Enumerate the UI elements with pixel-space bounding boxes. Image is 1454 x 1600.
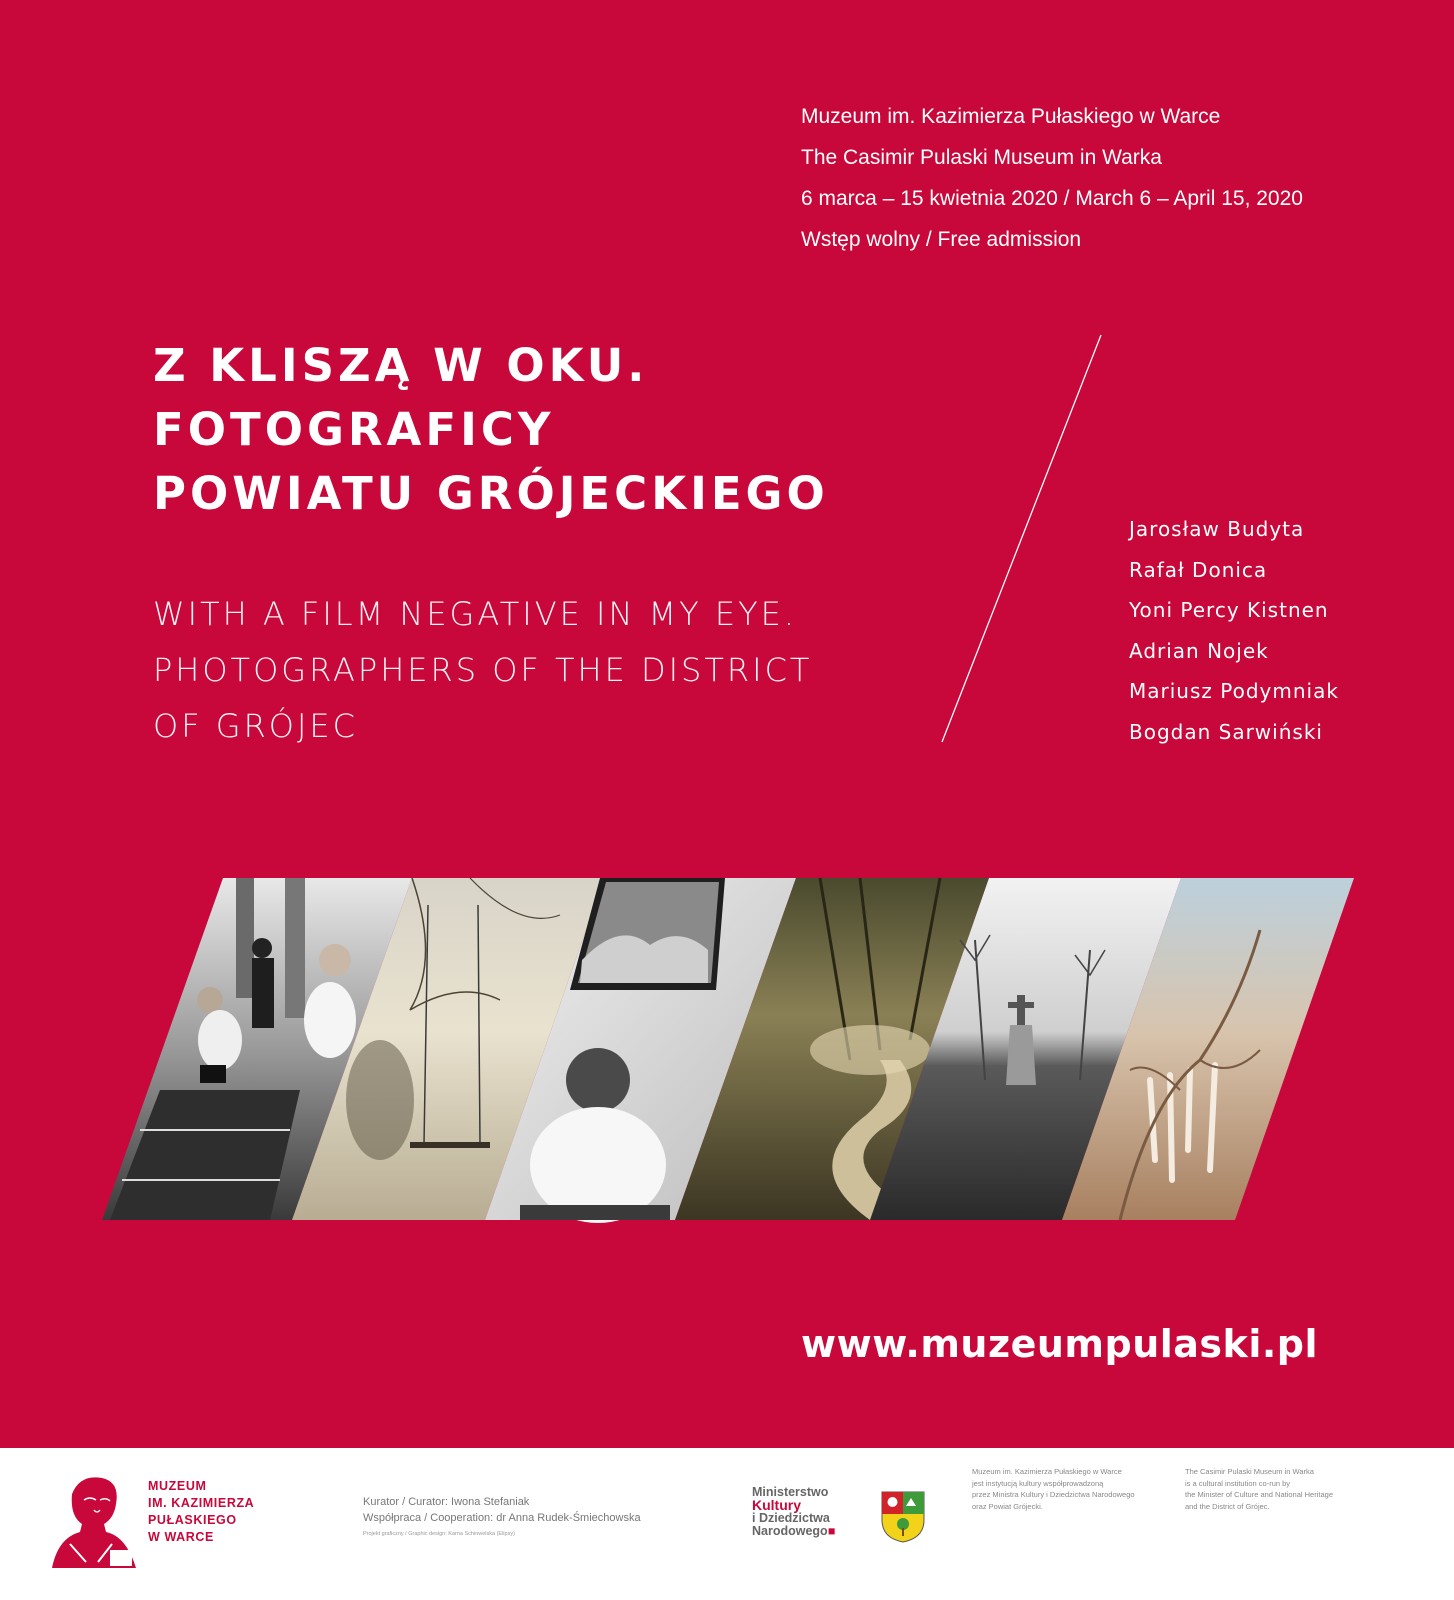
institution-line: and the District of Grójec. bbox=[1185, 1501, 1270, 1511]
ministry-line: i Dziedzictwa bbox=[752, 1511, 830, 1525]
title-line-3: POWIATU GRÓJECKIEGO bbox=[153, 467, 829, 520]
institution-line: jest instytucją kultury współprowadzoną bbox=[972, 1478, 1104, 1488]
ministry-dot-icon: ■ bbox=[827, 1524, 836, 1538]
logo-line: MUZEUM bbox=[148, 1479, 207, 1493]
institution-line: The Casimir Pulaski Museum in Warka bbox=[1185, 1467, 1314, 1476]
photographer-name: Yoni Percy Kistnen bbox=[1129, 598, 1329, 622]
logo-line: W WARCE bbox=[148, 1530, 214, 1544]
website-url[interactable]: www.muzeumpulaski.pl bbox=[801, 1322, 1319, 1366]
credits bbox=[363, 1494, 641, 1539]
ministry-logo bbox=[752, 1486, 835, 1538]
photographer-name: Mariusz Podymniak bbox=[1129, 679, 1339, 703]
subtitle-line-2: PHOTOGRAPHERS OF THE DISTRICT bbox=[153, 651, 813, 689]
institution-line: is a cultural institution co-run by bbox=[1185, 1478, 1291, 1488]
admission-info: Wstęp wolny / Free admission bbox=[801, 228, 1082, 251]
district-crest-icon bbox=[880, 1490, 926, 1544]
logo-line: PUŁASKIEGO bbox=[148, 1513, 237, 1527]
logo-line: IM. KAZIMIERZA bbox=[148, 1496, 255, 1510]
museum-logo-text bbox=[148, 1478, 254, 1546]
museum-name-en: The Casimir Pulaski Museum in Warka bbox=[801, 146, 1162, 169]
curator-credit: Kurator / Curator: Iwona Stefaniak bbox=[363, 1496, 530, 1508]
photographer-name: Adrian Nojek bbox=[1129, 638, 1269, 663]
institution-line: Muzeum im. Kazimierza Pułaskiego w Warce bbox=[972, 1467, 1122, 1476]
pulaski-portrait-icon bbox=[50, 1472, 140, 1572]
institution-line: the Minister of Culture and National Heritage bbox=[1185, 1490, 1333, 1499]
institution-line: przez Ministra Kultury i Dziedzictwa Narodowego bbox=[972, 1490, 1135, 1499]
institution-line: oraz Powiat Grójecki. bbox=[972, 1501, 1043, 1511]
subtitle-line-1: WITH A FILM NEGATIVE IN MY EYE. bbox=[153, 595, 798, 633]
cooperation-credit: Współpraca / Cooperation: dr Anna Rudek-Śmiechowska bbox=[363, 1512, 641, 1524]
title-line-1: Z KLISZĄ W OKU. bbox=[153, 339, 649, 392]
photographer-name: Bogdan Sarwiński bbox=[1129, 719, 1323, 744]
institution-note-pl bbox=[972, 1466, 1135, 1512]
ministry-line: Ministerstwo bbox=[752, 1485, 829, 1499]
photographer-name: Jarosław Budyta bbox=[1129, 517, 1305, 541]
title-line-2: FOTOGRAFICY bbox=[153, 403, 555, 456]
design-credit: Projekt graficzny / Graphic design: Karna Schinwelska (Elipsy) bbox=[363, 1531, 515, 1537]
exhibition-dates: 6 marca – 15 kwietnia 2020 / March 6 – April 15, 2020 bbox=[801, 187, 1303, 210]
ministry-line: Kultury bbox=[752, 1497, 801, 1513]
footer bbox=[0, 1448, 1454, 1600]
ministry-line: Narodowego bbox=[752, 1524, 828, 1538]
institution-note-en bbox=[1185, 1466, 1333, 1512]
museum-name-pl: Muzeum im. Kazimierza Pułaskiego w Warce bbox=[801, 105, 1221, 128]
subtitle-line-3: OF GRÓJEC bbox=[153, 707, 358, 745]
photographer-name: Rafał Donica bbox=[1129, 557, 1268, 582]
